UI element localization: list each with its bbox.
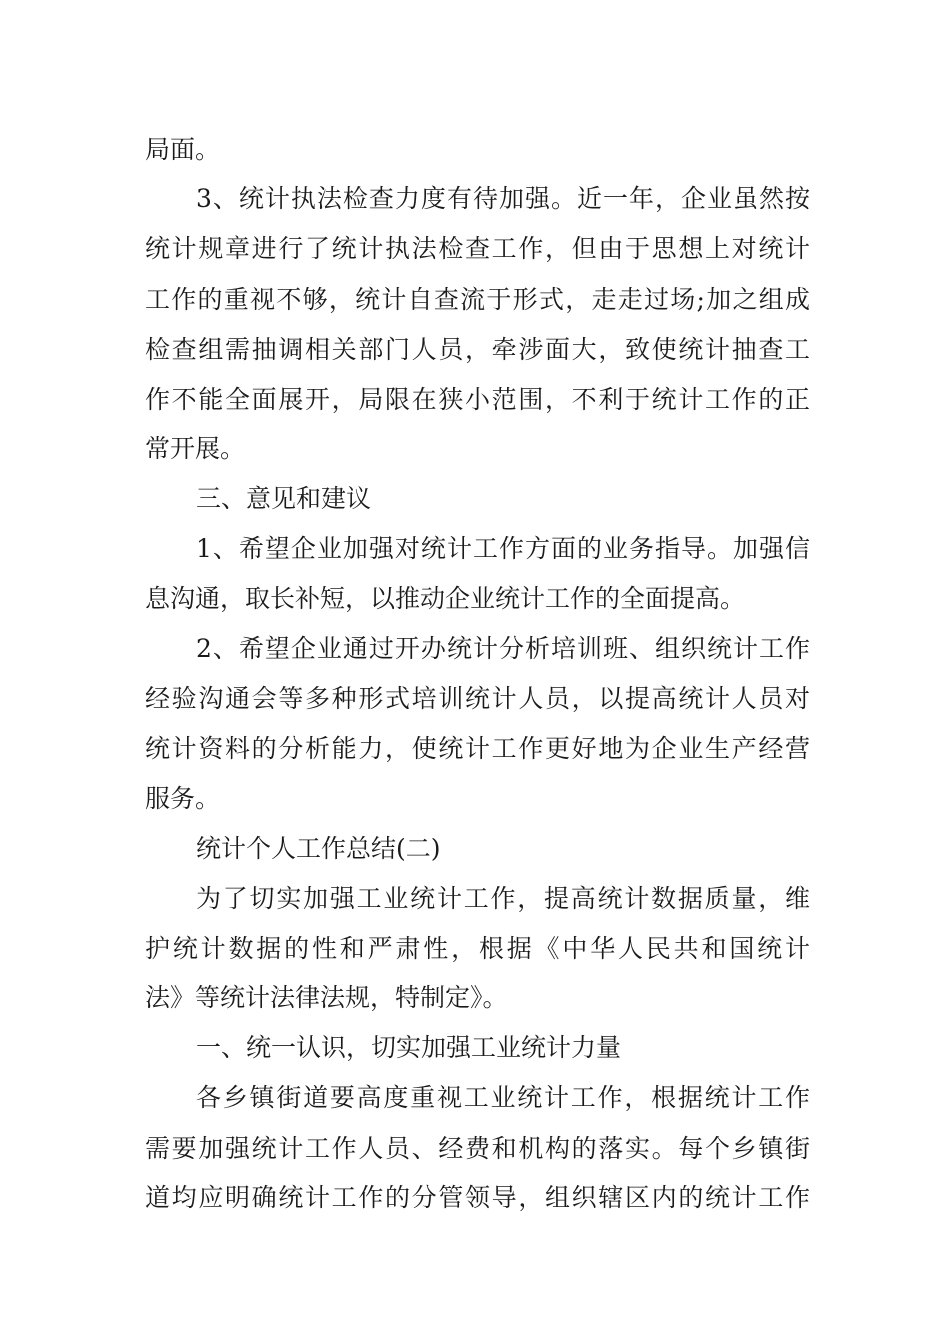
text-line: 法》等统计法律法规，特制定》。 [145,983,508,1012]
text-line: 经验沟通会等多种形式培训统计人员，以提高统计人员对 [145,684,810,713]
text-line: 1、希望企业加强对统计工作方面的业务指导。加强信 [196,534,810,563]
text-line: 各乡镇街道要高度重视工业统计工作，根据统计工作 [196,1083,810,1112]
text-line: 工作的重视不够，统计自查流于形式，走走过场;加之组成 [145,285,810,314]
text-line: 为了切实加强工业统计工作，提高统计数据质量，维 [196,884,810,913]
section-title: 统计个人工作总结(二) [196,834,441,863]
text-line: 作不能全面展开，局限在狭小范围，不利于统计工作的正 [145,385,810,414]
text-line: 2、希望企业通过开办统计分析培训班、组织统计工作 [196,634,810,663]
text-line: 需要加强统计工作人员、经费和机构的落实。每个乡镇街 [145,1134,810,1163]
section-heading: 一、统一认识，切实加强工业统计力量 [196,1033,622,1062]
text-line: 局面。 [145,135,221,164]
text-line: 常开展。 [145,434,246,463]
text-line: 服务。 [145,784,221,813]
text-line: 统计资料的分析能力，使统计工作更好地为企业生产经营 [145,734,810,763]
text-line: 息沟通，取长补短，以推动企业统计工作的全面提高。 [145,584,746,613]
text-line: 3、统计执法检查力度有待加强。近一年，企业虽然按 [196,184,810,213]
text-line: 统计规章进行了统计执法检查工作，但由于思想上对统计 [145,234,810,263]
section-heading: 三、意见和建议 [196,484,372,513]
text-line: 检查组需抽调相关部门人员，牵涉面大，致使统计抽查工 [145,335,810,364]
text-line: 护统计数据的性和严肃性，根据《中华人民共和国统计 [145,934,810,963]
text-line: 道均应明确统计工作的分管领导，组织辖区内的统计工作 [145,1183,810,1212]
